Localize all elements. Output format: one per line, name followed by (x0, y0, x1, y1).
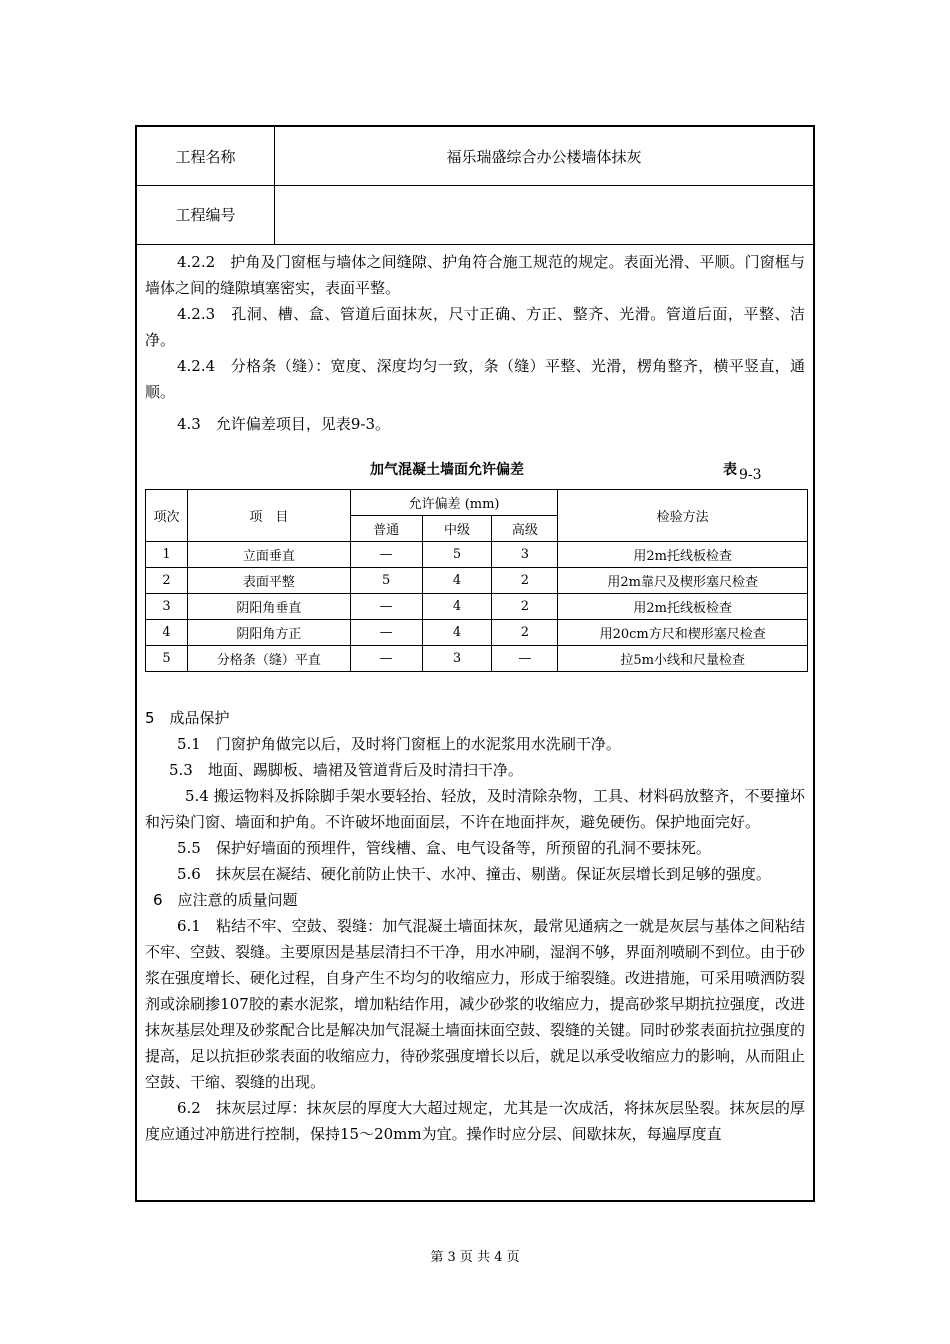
cell-method: 用20cm方尺和楔形塞尺检查 (558, 620, 808, 646)
cell-item: 立面垂直 (187, 542, 350, 568)
cell-item: 阴阳角方正 (187, 620, 350, 646)
th-mid: 中级 (422, 516, 492, 542)
cell-mid: 3 (422, 646, 492, 672)
cell-no: 4 (146, 620, 188, 646)
cell-no: 1 (146, 542, 188, 568)
item-6-1: 6.1 粘结不牢、空鼓、裂缝：加气混凝土墙面抹灰，最常见通病之一就是灰层与基体之间粘结不牢、空鼓、裂缝。主要原因是基层清扫不干净，用水冲刷，湿润不够，界面剂喷刷不到位。由于砂浆在强度增长、硬化过程，自身产生不均匀的收缩应力，形成于缩裂缝。改进措施，可采用喷洒防裂剂或涂刷掺107胶的素水泥浆，增加粘结作用，减少砂浆的收缩应力，提高砂浆早期抗拉强度，改进抹灰基层处理及砂浆配合比是解决加气混凝土墙面抹面空鼓、裂缝的关键。同时砂浆表面抗拉强度的提高，足以抗拒砂浆表面的收缩应力，待砂浆强度增长以后，就足以承受收缩应力的影响，从而阻止空鼓、干缩、裂缝的出现。 (145, 917, 806, 1091)
sections-body (145, 705, 805, 1147)
table-row (146, 620, 808, 646)
cell-normal: — (350, 620, 422, 646)
cell-item: 表面平整 (187, 568, 350, 594)
section-5-heading: 5 成品保护 (145, 709, 230, 727)
project-name-value: 福乐瑞盛综合办公楼墙体抹灰 (446, 147, 642, 166)
project-code-value (275, 185, 813, 244)
cell-method: 用2m托线板检查 (558, 542, 808, 568)
table-row (146, 542, 808, 568)
item-5-1: 5.1 门窗护角做完以后，及时将门窗框上的水泥浆用水洗刷干净。 (177, 735, 621, 753)
paragraph-4-2-4: 4.2.4 分格条（缝）：宽度、深度均匀一致，条（缝）平整、光滑，楞角整齐，横平竖直，通顺。 (145, 357, 805, 401)
cell-high: 3 (492, 542, 558, 568)
cell-method: 用2m托线板检查 (558, 594, 808, 620)
th-high: 高级 (492, 516, 558, 542)
cell-normal: — (350, 646, 422, 672)
deviation-table (145, 489, 808, 672)
table-row (146, 568, 808, 594)
th-normal: 普通 (350, 516, 422, 542)
cell-item: 分格条（缝）平直 (187, 646, 350, 672)
section-6-heading: 6 应注意的质量问题 (153, 891, 298, 909)
project-name-row (137, 127, 813, 186)
th-no: 项次 (146, 490, 188, 542)
th-deviation: 允许偏差 (mm) (350, 490, 558, 516)
item-5-4: 5.4 搬运物料及拆除脚手架水要轻抬、轻放，及时清除杂物，工具、材料码放整齐，不要撞坏和污染门窗、墙面和护角。不许破坏地面面层，不许在地面拌灰，避免硬伤。保护地面完好。 (145, 787, 805, 831)
paragraph-4-2-3: 4.2.3 孔洞、槽、盒、管道后面抹灰，尺寸正确、方正、整齐、光滑。管道后面，平整、洁净。 (145, 305, 805, 349)
paragraph-4-2-2: 4.2.2 护角及门窗框与墙体之间缝隙、护角符合施工规范的规定。表面光滑、平顺。门窗框与墙体之间的缝隙填塞密实，表面平整。 (145, 253, 805, 297)
page-footer: 第 3 页 共 4 页 (430, 1250, 520, 1265)
cell-no: 3 (146, 594, 188, 620)
cell-mid: 5 (422, 542, 492, 568)
cell-mid: 4 (422, 594, 492, 620)
document-frame (135, 125, 815, 1202)
project-name-label: 工程名称 (137, 127, 275, 185)
project-code-label: 工程编号 (137, 185, 275, 244)
item-6-2: 6.2 抹灰层过厚：抹灰层的厚度大大超过规定，尤其是一次成活，将抹灰层坠裂。抹灰层的厚度应通过冲筋进行控制，保持15～20mm为宜。操作时应分层、间歇抹灰，每遍厚度直 (145, 1099, 805, 1143)
cell-high: — (492, 646, 558, 672)
table-row (146, 646, 808, 672)
item-5-3: 5.3 地面、踢脚板、墙裙及管道背后及时清扫干净。 (169, 761, 523, 779)
item-5-5: 5.5 保护好墙面的预埋件，管线槽、盒、电气设备等，所预留的孔洞不要抹死。 (177, 839, 711, 857)
cell-normal: — (350, 542, 422, 568)
paragraph-4-3: 4.3 允许偏差项目，见表9-3。 (177, 415, 391, 433)
cell-high: 2 (492, 620, 558, 646)
item-5-6: 5.6 抹灰层在凝结、硬化前防止快干、水冲、撞击、剔凿。保证灰层增长到足够的强度。 (177, 865, 771, 883)
cell-mid: 4 (422, 568, 492, 594)
cell-no: 2 (146, 568, 188, 594)
cell-high: 2 (492, 594, 558, 620)
cell-normal: 5 (350, 568, 422, 594)
th-item: 项 目 (187, 490, 350, 542)
cell-high: 2 (492, 568, 558, 594)
cell-mid: 4 (422, 620, 492, 646)
table-title: 加气混凝土墙面允许偏差 (370, 462, 524, 478)
table-number-prefix: 表 (723, 462, 737, 478)
cell-method: 拉5m小线和尺量检查 (558, 646, 808, 672)
table-number: 9-3 (739, 467, 762, 483)
table-caption (145, 455, 805, 485)
cell-item: 阴阳角垂直 (187, 594, 350, 620)
project-code-row (137, 185, 813, 245)
cell-normal: — (350, 594, 422, 620)
cell-method: 用2m靠尺及楔形塞尺检查 (558, 568, 808, 594)
cell-no: 5 (146, 646, 188, 672)
th-method: 检验方法 (558, 490, 808, 542)
table-row (146, 594, 808, 620)
document-body (145, 245, 805, 437)
